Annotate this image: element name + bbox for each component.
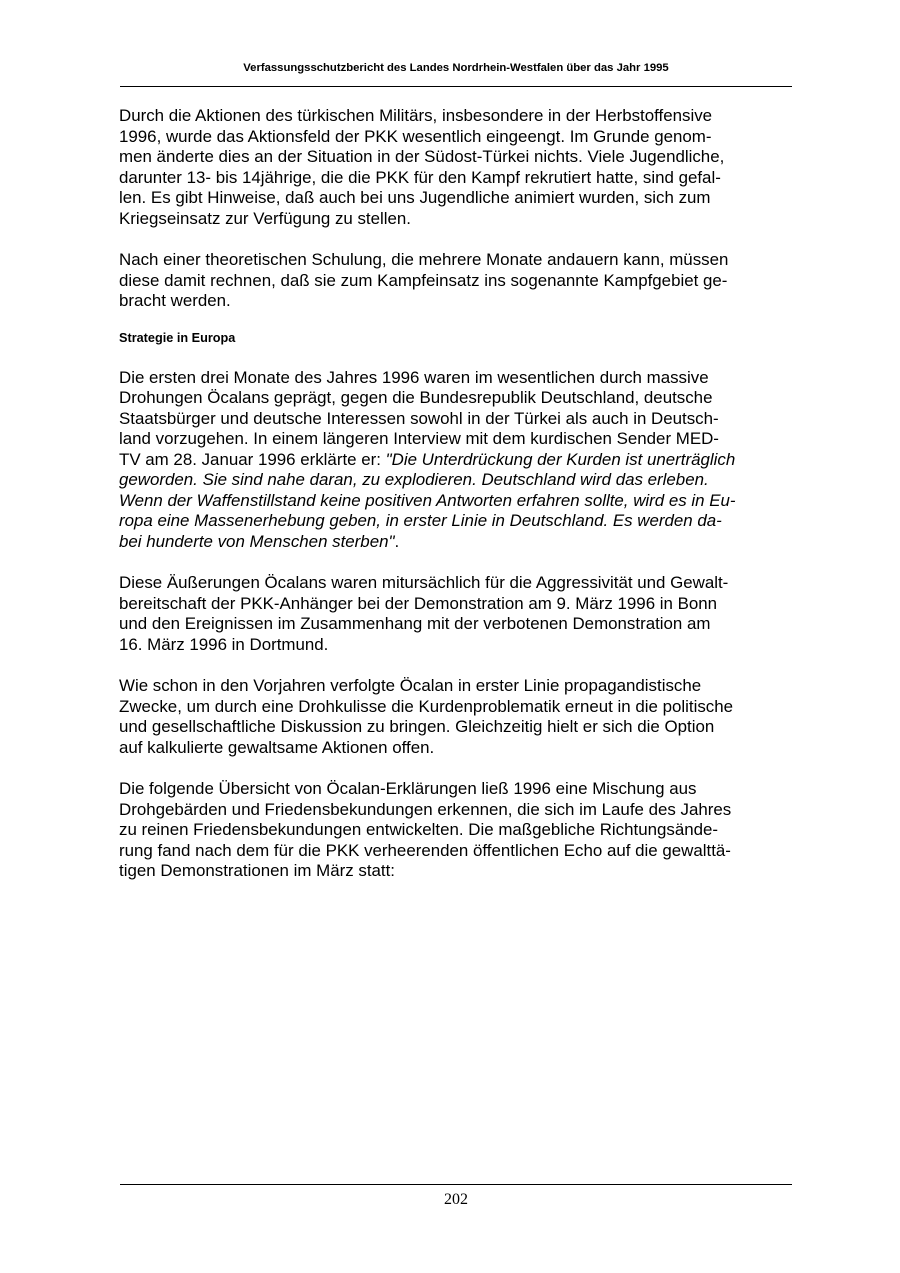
text-line: land vorzugehen. In einem längeren Interview mit dem kurdischen Sender MED- [119, 429, 719, 448]
running-header: Verfassungsschutzbericht des Landes Nordrhein-Westfalen über das Jahr 1995 [243, 62, 669, 74]
text-line [119, 450, 791, 471]
quote-line: geworden. Sie sind nahe daran, zu explodieren. Deutschland wird das erleben. [119, 470, 709, 489]
text-line: 1996, wurde das Aktionsfeld der PKK wesentlich eingeengt. Im Grunde genom- [119, 126, 712, 146]
quote-line: Wenn der Waffenstillstand keine positiven Antworten erfahren sollte, wird es in Eu- [119, 490, 736, 510]
text-line: Nach einer theoretischen Schulung, die mehrere Monate andauern kann, müssen [119, 250, 729, 269]
text-line: Staatsbürger und deutsche Interessen sowohl in der Türkei als auch in Deutsch- [119, 408, 719, 428]
paragraph-aggression [119, 573, 791, 655]
text-line: und gesellschaftliche Diskussion zu bringen. Gleichzeitig hielt er sich die Option [119, 717, 715, 736]
quote-text: "Die Unterdrückung der Kurden ist unerträglich [385, 449, 736, 469]
paragraph-propaganda [119, 676, 791, 758]
text-line: Drohgebärden und Friedensbekundungen erkennen, die sich im Laufe des Jahres [119, 799, 732, 819]
text-line: Wie schon in den Vorjahren verfolgte Öcalan in erster Linie propagandistische [119, 676, 702, 695]
text-line: Diese Äußerungen Öcalans waren mitursächlich für die Aggressivität und Gewalt- [119, 573, 729, 592]
text-line: Kriegseinsatz zur Verfügung zu stellen. [119, 208, 411, 228]
text-line: Die folgende Übersicht von Öcalan-Erklärungen ließ 1996 eine Mischung aus [119, 779, 697, 798]
quote-text: bei hunderte von Menschen sterben" [119, 531, 395, 551]
text-line: Die ersten drei Monate des Jahres 1996 waren im wesentlichen durch massive [119, 367, 709, 387]
text-run: TV am 28. Januar 1996 erklärte er: [119, 449, 386, 469]
page-number: 202 [444, 1191, 468, 1208]
text-line: 16. März 1996 in Dortmund. [119, 634, 329, 654]
paragraph-threats [119, 368, 791, 553]
text-line: len. Es gibt Hinweise, daß auch bei uns Jugendliche animiert wurden, sich zum [119, 188, 711, 207]
paragraph-military-actions [119, 106, 791, 229]
text-line: bracht werden. [119, 291, 231, 310]
text-run: . [394, 531, 400, 551]
paragraph-training [119, 250, 791, 312]
text-line: Durch die Aktionen des türkischen Militärs, insbesondere in der Herbstoffensive [119, 106, 713, 125]
text-line: darunter 13- bis 14jährige, die die PKK für den Kampf rekrutiert hatte, sind gefal- [119, 167, 721, 187]
text-line: auf kalkulierte gewaltsame Aktionen offen. [119, 737, 435, 757]
text-line: Drohungen Öcalans geprägt, gegen die Bundesrepublik Deutschland, deutsche [119, 388, 713, 407]
text-line: rung fand nach dem für die PKK verheerenden öffentlichen Echo auf die gewalttä- [119, 840, 731, 860]
text-line: bereitschaft der PKK-Anhänger bei der Demonstration am 9. März 1996 in Bonn [119, 593, 718, 613]
text-line: zu reinen Friedensbekundungen entwickelten. Die maßgebliche Richtungsände- [119, 820, 719, 839]
text-line: diese damit rechnen, daß sie zum Kampfeinsatz ins sogenannte Kampfgebiet ge- [119, 270, 728, 290]
header-rule [120, 86, 792, 87]
text-line: Zwecke, um durch eine Drohkulisse die Kurdenproblematik erneut in die politische [119, 696, 734, 716]
footer-rule [120, 1184, 792, 1185]
paragraph-overview [119, 779, 791, 882]
text-line: men änderte dies an der Situation in der Südost-Türkei nichts. Viele Jugendliche, [119, 147, 725, 166]
section-heading: Strategie in Europa [119, 330, 236, 345]
body-text [119, 106, 791, 903]
text-line: und den Ereignissen im Zusammenhang mit der verbotenen Demonstration am [119, 614, 711, 633]
text-line [119, 532, 791, 553]
quote-line: ropa eine Massenerhebung geben, in erster Linie in Deutschland. Es werden da- [119, 511, 722, 530]
text-line: tigen Demonstrationen im März statt: [119, 861, 395, 880]
